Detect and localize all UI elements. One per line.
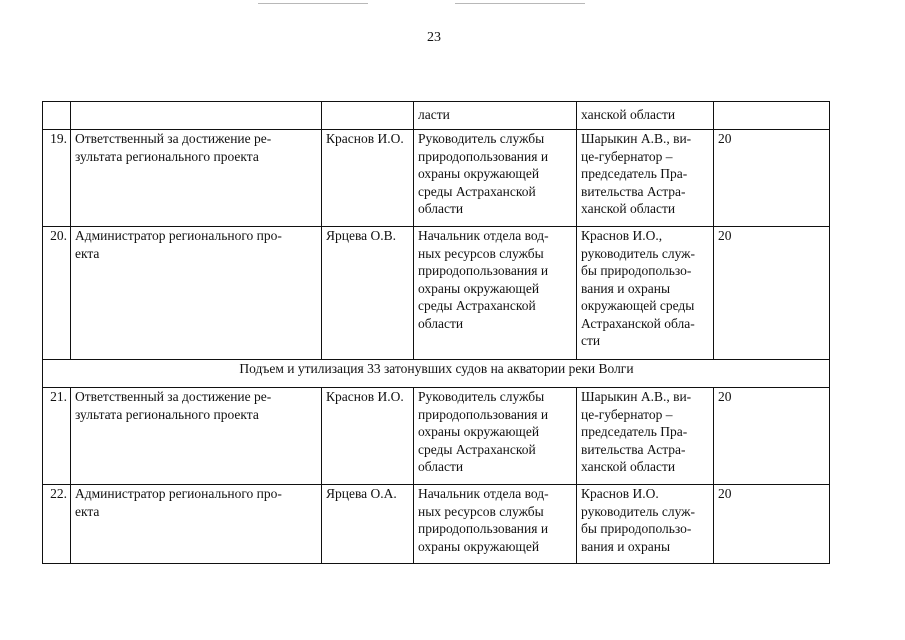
cell-role: Ответственный за достижение ре- зультата регионального проекта <box>71 130 322 227</box>
cell-position: Руководитель службы природопользования и охраны окружающей среды Астраханской области <box>414 388 577 485</box>
cell-supervisor: Шарыкин А.В., ви- це-губернатор – председатель Пра- вительства Астра- ханской области <box>577 388 714 485</box>
cell-supervisor: Шарыкин А.В., ви- це-губернатор – председатель Пра- вительства Астра- ханской области <box>577 130 714 227</box>
cell-name: Краснов И.О. <box>322 130 414 227</box>
table-row <box>43 130 830 227</box>
cell-supervisor: Краснов И.О., руководитель служ- бы природопользо- вания и охраны окружающей среды Астраханской обла- сти <box>577 227 714 360</box>
cell-position: ласти <box>414 102 577 130</box>
cell-num: 19. <box>43 130 71 227</box>
cell-supervisor: Краснов И.О. руководитель служ- бы природопользо- вания и охраны <box>577 485 714 564</box>
cell-value: 20 <box>714 388 830 485</box>
cell-name: Краснов И.О. <box>322 388 414 485</box>
responsibility-table <box>42 101 830 564</box>
cell-role <box>71 102 322 130</box>
table-row <box>43 388 830 485</box>
cell-num <box>43 102 71 130</box>
scan-edge-line-right <box>455 3 585 4</box>
section-header-row <box>43 360 830 388</box>
cell-role: Ответственный за достижение ре- зультата регионального проекта <box>71 388 322 485</box>
cell-num: 21. <box>43 388 71 485</box>
cell-supervisor: ханской области <box>577 102 714 130</box>
scan-edge-line-left <box>258 3 368 4</box>
cell-num: 20. <box>43 227 71 360</box>
cell-value <box>714 102 830 130</box>
table-row <box>43 227 830 360</box>
cell-role: Администратор регионального про- екта <box>71 227 322 360</box>
table-row-continuation <box>43 102 830 130</box>
cell-value: 20 <box>714 130 830 227</box>
table-row <box>43 485 830 564</box>
cell-value: 20 <box>714 227 830 360</box>
cell-num: 22. <box>43 485 71 564</box>
cell-position: Начальник отдела вод- ных ресурсов службы природопользования и охраны окружающей <box>414 485 577 564</box>
cell-value: 20 <box>714 485 830 564</box>
page-number: 23 <box>427 30 441 45</box>
cell-position: Начальник отдела вод- ных ресурсов службы природопользования и охраны окружающей среды Астраханской области <box>414 227 577 360</box>
cell-name: Ярцева О.В. <box>322 227 414 360</box>
cell-role: Администратор регионального про- екта <box>71 485 322 564</box>
cell-name <box>322 102 414 130</box>
cell-position: Руководитель службы природопользования и охраны окружающей среды Астраханской области <box>414 130 577 227</box>
section-title: Подъем и утилизация 33 затонувших судов на акватории реки Волги <box>43 360 830 388</box>
cell-name: Ярцева О.А. <box>322 485 414 564</box>
